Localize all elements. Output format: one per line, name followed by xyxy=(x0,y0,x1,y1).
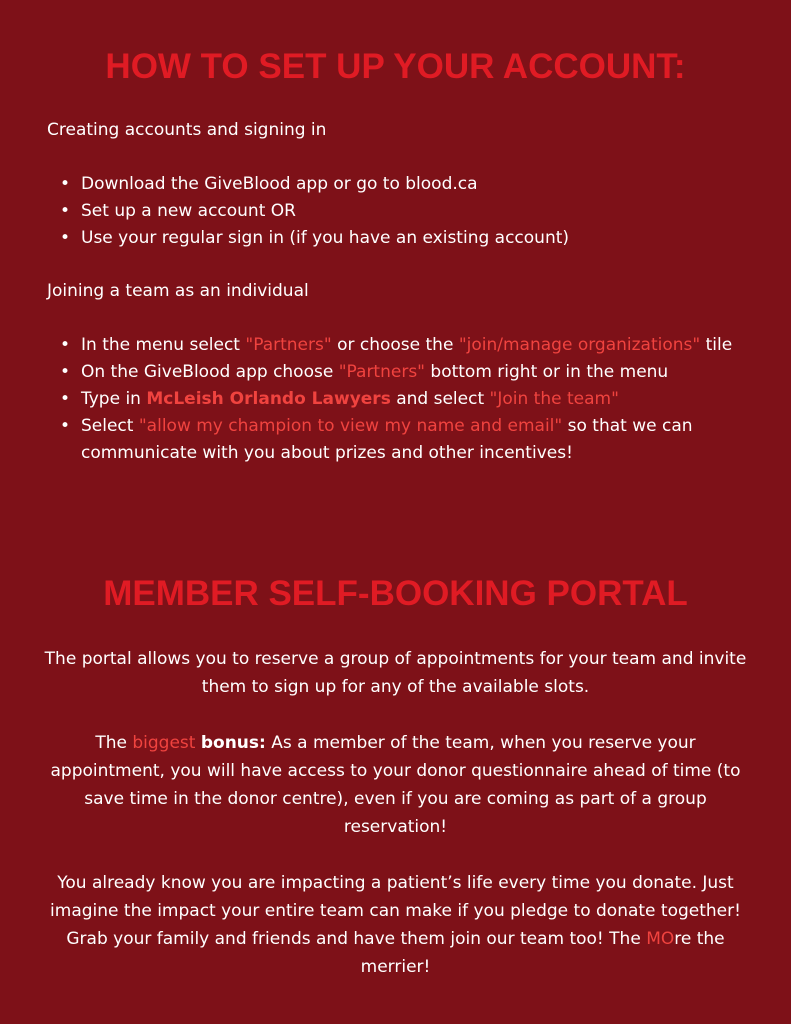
mo-highlight: MO xyxy=(646,929,675,949)
bullet-icon: • xyxy=(60,201,71,221)
list-item xyxy=(47,332,747,359)
bullet-icon: • xyxy=(60,228,71,248)
portal-intro-paragraph: The portal allows you to reserve a group of appointments for your team and invite them to sign up for any of the available slots. xyxy=(44,649,747,697)
list-item-text: Set up a new account OR xyxy=(81,201,296,221)
step-text: In the menu select xyxy=(81,335,246,355)
step-text: On the GiveBlood app choose xyxy=(81,362,339,382)
bullet-icon: • xyxy=(60,174,71,194)
bullet-icon: • xyxy=(60,335,71,355)
step-text: and select xyxy=(390,389,490,409)
list-item xyxy=(47,225,747,252)
joining-team-subheading: Joining a team as an individual xyxy=(47,281,309,301)
bonus-text: As a member of the team, when you reserve your appointment, you will have access to your donor questionnaire ahead of time (to save time in the donor centre), even if you are coming as part of a group reservation! xyxy=(50,733,741,837)
bullet-icon: • xyxy=(60,362,71,382)
closing-text: re the merrier! xyxy=(360,929,725,977)
partners-highlight: "Partners" xyxy=(338,362,425,382)
bonus-text: The xyxy=(95,733,133,753)
list-item-text: Use your regular sign in (if you have an existing account) xyxy=(81,228,570,248)
account-steps-list xyxy=(47,171,747,252)
team-steps-list xyxy=(47,332,747,467)
step-text: or choose the xyxy=(331,335,459,355)
allow-champion-highlight: "allow my champion to view my name and email" xyxy=(138,416,563,436)
biggest-highlight: biggest xyxy=(132,733,196,753)
step-text: Select xyxy=(81,416,139,436)
step-text: so that we can communicate with you about prizes and other incentives! xyxy=(81,416,693,463)
partners-highlight: "Partners" xyxy=(245,335,332,355)
list-item xyxy=(47,413,747,467)
list-item-text: Download the GiveBlood app or go to blood.ca xyxy=(81,174,478,194)
join-team-highlight: "Join the team" xyxy=(489,389,619,409)
bonus-label: bonus: xyxy=(200,733,266,753)
list-item xyxy=(47,386,747,413)
creating-accounts-subheading: Creating accounts and signing in xyxy=(47,120,327,140)
list-item xyxy=(47,171,747,198)
list-item xyxy=(47,359,747,386)
bonus-paragraph xyxy=(40,729,751,841)
team-name-highlight: McLeish Orlando Lawyers xyxy=(146,389,391,409)
closing-paragraph xyxy=(40,869,751,981)
bullet-icon: • xyxy=(60,389,71,409)
bullet-icon: • xyxy=(60,416,71,436)
join-manage-highlight: "join/manage organizations" xyxy=(458,335,701,355)
list-item xyxy=(47,198,747,225)
step-text: bottom right or in the menu xyxy=(425,362,669,382)
setup-account-heading: HOW TO SET UP YOUR ACCOUNT: xyxy=(105,47,686,86)
closing-text: You already know you are impacting a patient’s life every time you donate. Just imagine the impact your entire team can make if you pledge to donate together! Grab your family and friends and have them join our team too! The xyxy=(50,873,741,949)
step-text: tile xyxy=(700,335,733,355)
self-booking-heading: MEMBER SELF-BOOKING PORTAL xyxy=(103,574,688,613)
step-text: Type in xyxy=(81,389,147,409)
